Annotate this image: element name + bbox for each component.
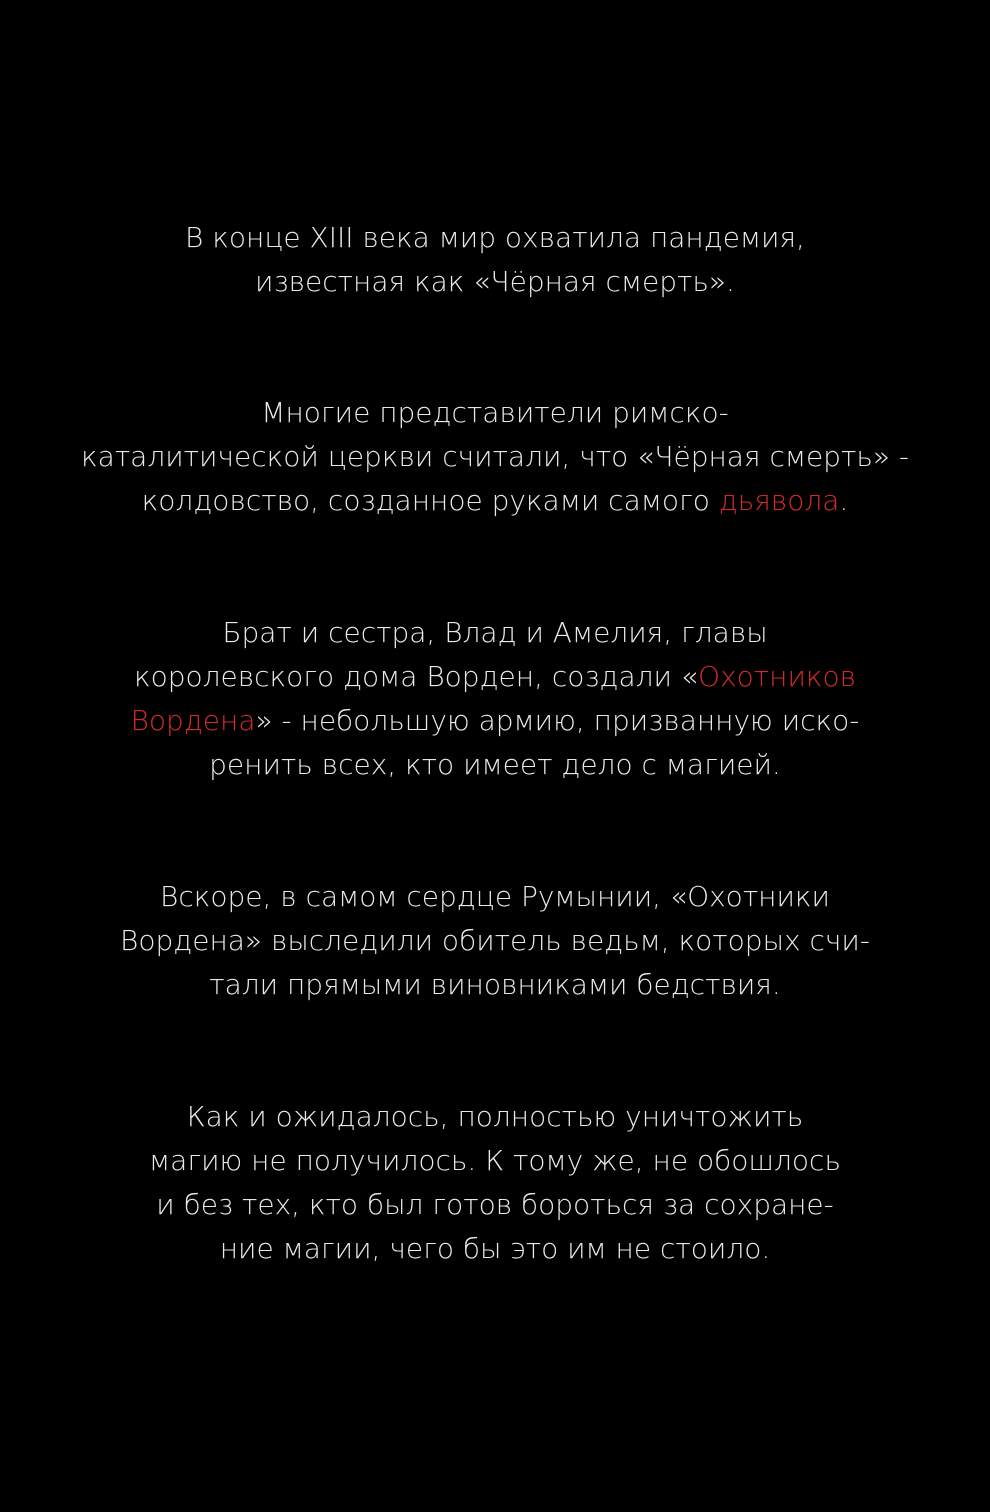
text-run: Вскоре, в самом сердце Румынии, «Охотники <box>159 880 831 913</box>
text-line <box>0 1183 990 1227</box>
text-line <box>0 919 990 963</box>
text-line <box>0 216 990 260</box>
text-line <box>0 963 990 1007</box>
text-line <box>0 699 990 743</box>
text-run: Брат и сестра, Влад и Амелия, главы <box>222 616 768 649</box>
paragraph-witch-abode <box>0 875 990 1007</box>
text-line <box>0 260 990 304</box>
text-line <box>0 655 990 699</box>
text-run: тали прямыми виновниками бедствия. <box>209 968 781 1001</box>
text-line <box>0 391 990 435</box>
highlight-devil: дьявола <box>718 484 840 517</box>
paragraph-vorden-hunters <box>0 611 990 787</box>
text-line <box>0 743 990 787</box>
highlight-hunters: Охотников <box>698 660 857 693</box>
paragraph-magic-survived <box>0 1095 990 1271</box>
text-run: колдовство, созданное руками самого <box>141 484 719 517</box>
text-run: магию не получилось. К тому же, не обошлось <box>149 1144 841 1177</box>
text-run: ренить всех, кто имеет дело с магией. <box>209 748 781 781</box>
text-run: . <box>839 484 849 517</box>
text-run: Вордена» выследили обитель ведьм, которых счи- <box>120 924 870 957</box>
text-run: ние магии, чего бы это им не стоило. <box>219 1232 771 1265</box>
text-line <box>0 1139 990 1183</box>
text-line <box>0 611 990 655</box>
text-line <box>0 875 990 919</box>
text-run: В конце XIII века мир охватила пандемия, <box>185 221 805 254</box>
text-run: Многие представители римско- <box>261 396 729 429</box>
text-run: » - небольшую армию, призванную иско- <box>255 704 860 737</box>
text-line <box>0 1095 990 1139</box>
text-line <box>0 435 990 479</box>
paragraph-church-belief <box>0 391 990 523</box>
text-run: каталитической церкви считали, что «Чёрная смерть» - <box>81 440 909 473</box>
text-line <box>0 479 990 523</box>
paragraph-black-death-intro <box>0 216 990 304</box>
text-run: королевского дома Ворден, создали « <box>133 660 699 693</box>
text-line <box>0 1227 990 1271</box>
highlight-vordena: Вордена <box>130 704 256 737</box>
text-run: и без тех, кто был готов бороться за сохране- <box>156 1188 834 1221</box>
text-run: известная как «Чёрная смерть». <box>255 265 735 298</box>
text-run: Как и ожидалось, полностью уничтожить <box>186 1100 804 1133</box>
